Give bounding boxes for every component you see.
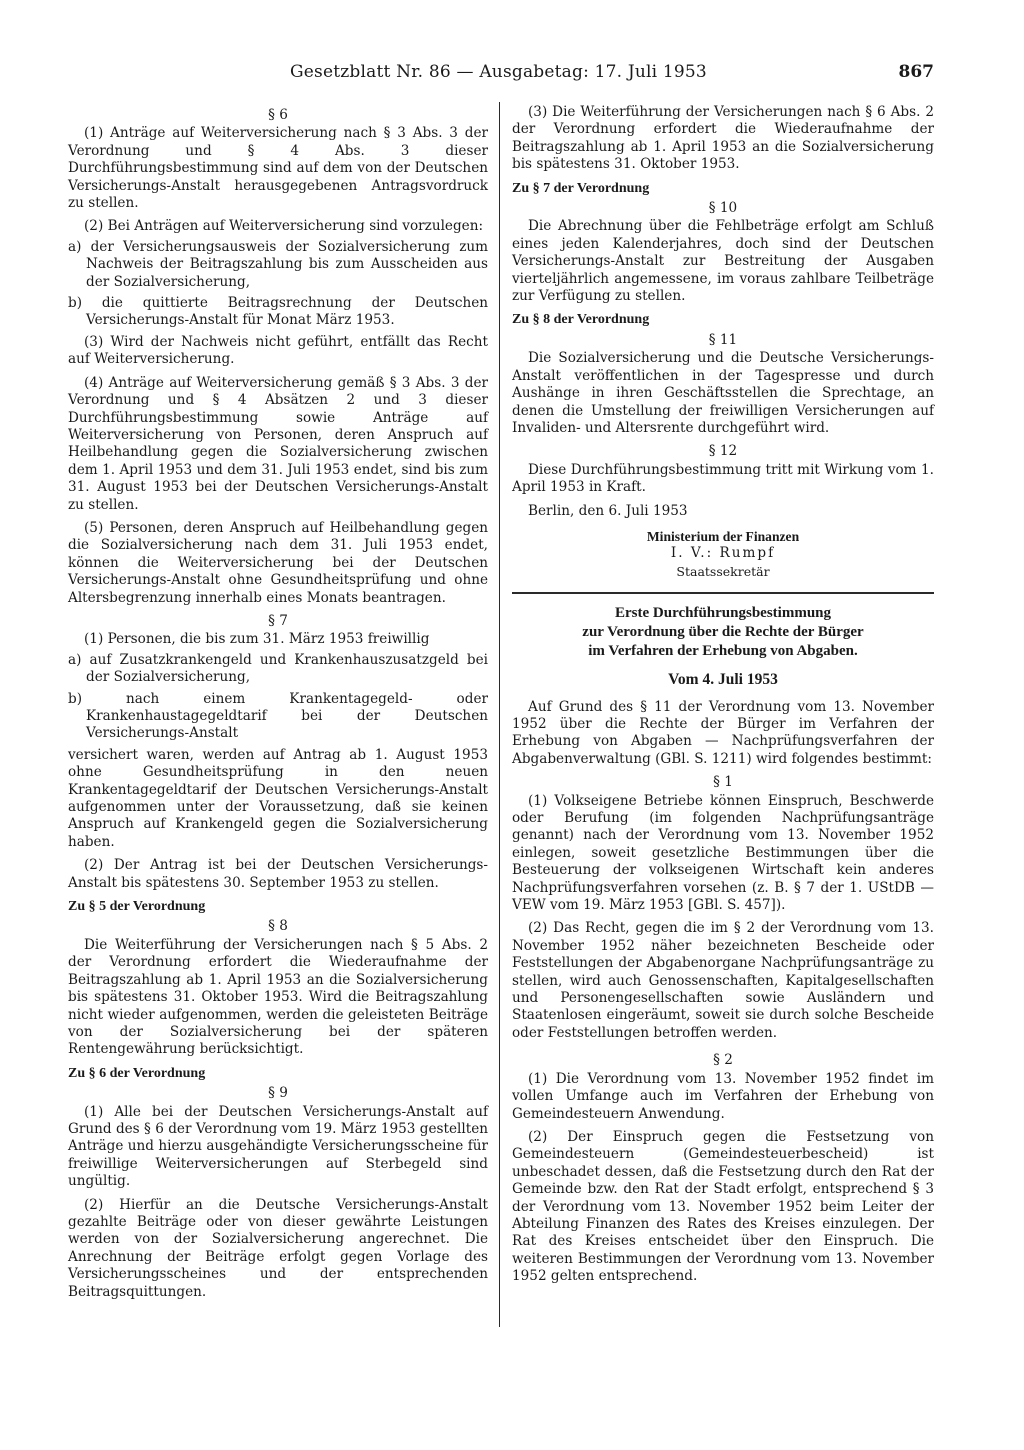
paragraph: Die Abrechnung über die Fehlbeträge erfolgt am Schluß eines jeden Kalenderjahres, doch sind der Deutschen Versicherungs-Anstalt zur Bestreitung der Ausgaben vierteljährlich angemessene, im voraus zahlbare Teilbeträge zur Verfügung zu stellen. [512,218,934,305]
section-heading: § 8 [268,918,288,935]
paragraph: Die Sozialversicherung und die Deutsche Versicherungs-Anstalt veröffentlichen in der Tagespresse und durch Aushänge in ihren Geschäftsstellen die Sprechtage, an denen die Umstellung der freiwilligen Versicherungen auf Invaliden- und Altersrente durchgeführt wird. [512,350,934,436]
regulation-title [512,604,934,661]
paragraph: (1) Personen, die bis zum 31. März 1953 freiwillig [84,631,430,648]
paragraph: (4) Anträge auf Weiterversicherung gemäß § 3 Abs. 3 der Verordnung und § 4 Absätzen 2 und 3 dieser Durchführungsbestimmung sowie Anträge auf Weiterversicherung von Personen, deren Anspruch auf Heilbehandlung gegen die Sozialversicherung zwischen dem 1. April 1953 und dem 31. Juli 1953 endet, sind bis zum 31. August 1953 bei der Deutschen Versicherungs-Anstalt zu stellen. [68,374,488,513]
paragraph: Diese Durchführungsbestimmung tritt mit Wirkung vom 1. April 1953 in Kraft. [512,461,934,496]
paragraph: (2) Bei Anträgen auf Weiterversicherung sind vorzulegen: [84,218,484,235]
signer-name: I. V.: Rumpf [670,545,776,562]
list-item: a) der Versicherungsausweis der Sozialversicherung zum Nachweis der Beitragszahlung bis zum Ausscheiden aus der Sozialversicherung, [68,238,488,290]
paragraph: (2) Der Antrag ist bei der Deutschen Versicherungs-Anstalt bis spätestens 30. September 1953 zu stellen. [68,857,488,891]
subheading: Zu § 7 der Verordnung [512,180,650,196]
column-divider [499,102,500,1327]
section-heading: § 10 [708,200,738,217]
paragraph: (2) Der Einspruch gegen die Festsetzung von Gemeindesteuern (Gemeindesteuerbescheid) ist unbeschadet dessen, daß die Festsetzung durch den Rat der Gemeinde bzw. den Rat der Stadt erfolgt, entsprechend § 3 der Verordnung vom 13. November 1952 beim Leiter der Abteilung Finanzen des Rates des Kreises einzulegen. Der Rat des Kreises entscheidet über den Einspruch. Die weiteren Bestimmungen der Verordnung vom 13. November 1952 gelten entsprechend. [512,1128,934,1285]
paragraph: (2) Das Recht, gegen die im § 2 der Verordnung vom 13. November 1952 näher bezeichneten Bescheide oder Feststellungen der Abgabenorgane Nachprüfungsanträge zu stellen, wird auch Genossenschaften, Kapitalgesellschaften und Personengesellschaften sowie Ausländern und Staatenlosen eingeräumt, soweit sie durch solche Bescheide oder Feststellungen betroffen werden. [512,920,934,1041]
list-item: b) die quittierte Beitragsrechnung der Deutschen Versicherungs-Anstalt für Monat März 1953. [68,295,488,329]
left-column [68,104,488,1307]
paragraph: (1) Die Verordnung vom 13. November 1952 findet im vollen Umfange auch im Verfahren der Erhebung von Gemeindesteuern Anwendung. [512,1070,934,1122]
signer-title: Staatssekretär [676,563,770,579]
section-heading: § 12 [708,443,738,460]
list-item: b) nach einem Krankentagegeld- oder Krankenhaustagegeldtarif bei der Deutschen Versicherungs-Anstalt [68,690,488,742]
paragraph: Die Weiterführung der Versicherungen nach § 5 Abs. 2 der Verordnung erfordert die Wiederaufnahme der Beitragszahlung ab 1. April 1953 an die Sozialversicherung bis spätestens 31. Oktober 1953. Wird die Beitragszahlung nicht wieder aufgenommen, werden die geleisteten Beiträge von der Sozialversicherung bei der späteren Rentengewährung berücksichtigt. [68,936,488,1058]
paragraph: (1) Volkseigene Betriebe können Einspruch, Beschwerde oder Berufung (im folgenden Nachprüfungsanträge genannt) nach der Verordnung vom 13. November 1952 einlegen, soweit gesetzliche Bestimmungen über die Besteuerung der volkseigenen Wirtschaft kein anderes Nachprüfungsverfahren vorsehen (z. B. § 7 der 1. UStDB — VEW vom 19. März 1953 [GBl. S. 457]). [512,792,934,914]
section-rule [512,592,934,594]
paragraph: (1) Anträge auf Weiterversicherung nach § 3 Abs. 3 der Verordnung und § 4 Abs. 3 dieser Durchführungsbestimmung sind auf dem von der Deutschen Versicherungs-Anstalt herausgegebenen Antragsvordruck zu stellen. [68,125,488,212]
place-date: Berlin, den 6. Juli 1953 [528,502,688,519]
regulation-title-line-2: zur Verordnung über die Rechte der Bürger [582,624,864,641]
right-column [512,104,934,1292]
regulation-title-line-1: Erste Durchführungsbestimmung [615,605,831,622]
list-item: a) auf Zusatzkrankengeld und Krankenhauszusatzgeld bei der Sozialversicherung, [68,651,488,686]
header-title: Gesetzblatt Nr. 86 — Ausgabetag: 17. Juli 1953 [290,62,707,82]
page-number: 867 [898,62,934,82]
regulation-date: Vom 4. Juli 1953 [668,671,778,689]
subheading: Zu § 8 der Verordnung [512,312,650,328]
paragraph: versichert waren, werden auf Antrag ab 1. August 1953 ohne Gesundheitsprüfung in den neuen Krankentagegeldtarif der Deutschen Versicherungs-Anstalt aufgenommen unter der Voraussetzung, daß sie keinen Anspruch auf Krankengeld gegen die Sozialversicherung haben. [68,746,488,850]
paragraph: (3) Wird der Nachweis nicht geführt, entfällt das Recht auf Weiterversicherung. [68,333,488,368]
subheading: Zu § 6 der Verordnung [68,1065,206,1081]
section-heading: § 9 [268,1085,288,1102]
subheading: Zu § 5 der Verordnung [68,899,206,915]
section-heading: § 7 [268,612,288,629]
section-heading: § 1 [713,774,733,791]
paragraph: (3) Die Weiterführung der Versicherungen nach § 6 Abs. 2 der Verordnung erfordert die Wiederaufnahme der Beitragszahlung ab 1. April 1953 an die Sozialversicherung bis spätestens 31. Oktober 1953. [512,104,934,173]
paragraph: (2) Hierfür an die Deutsche Versicherungs-Anstalt gezahlte Beiträge oder von dieser gewährte Leistungen werden von der Sozialversicherung angerechnet. Die Anrechnung der Beiträge erfolgt gegen Vorlage des Versicherungsscheines und der entsprechenden Beitragsquittungen. [68,1196,488,1300]
page-header [68,62,934,88]
regulation-title-line-3: im Verfahren der Erhebung von Abgaben. [588,643,858,660]
paragraph: (5) Personen, deren Anspruch auf Heilbehandlung gegen die Sozialversicherung nach dem 31. Juli 1953 endet, können die Weiterversicherung bei der Deutschen Versicherungs-Anstalt ohne Gesundheitsprüfung und ohne Altersbegrenzung innerhalb eines Monats beantragen. [68,519,488,606]
section-heading: § 6 [268,107,288,123]
ministry-name: Ministerium der Finanzen [646,528,800,544]
section-heading: § 2 [713,1052,733,1069]
section-heading: § 11 [708,331,738,348]
paragraph: (1) Alle bei der Deutschen Versicherungs-Anstalt auf Grund des § 6 der Verordnung vom 19. März 1953 gestellten Anträge und hierzu ausgehändigte Versicherungsscheine für freiwillige Weiterversicherungen auf Sterbegeld sind ungültig. [68,1103,488,1190]
paragraph: Auf Grund des § 11 der Verordnung vom 13. November 1952 über die Rechte der Bürger im Verfahren der Erhebung von Abgaben — Nachprüfungsverfahren der Abgabenverwaltung (GBl. S. 1211) wird folgendes bestimmt: [512,698,934,767]
